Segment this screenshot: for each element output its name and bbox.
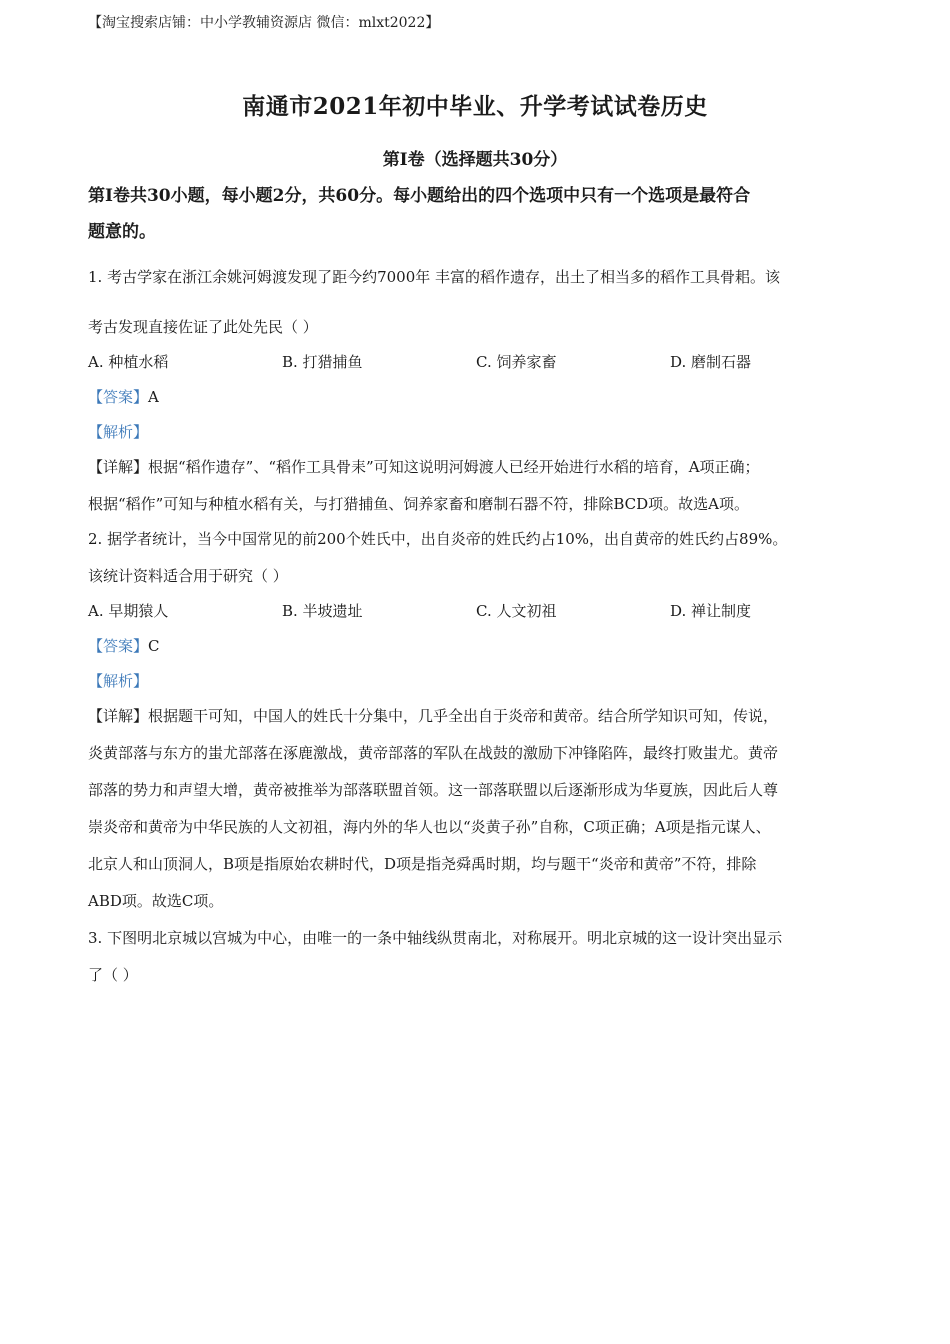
option-d: D. 磨制石器 — [670, 353, 752, 371]
analysis-label: 【解析】 — [88, 423, 149, 441]
question-stem-line: 1. 考古学家在浙江余姚河姆渡发现了距今约7000年 丰富的稻作遗存，出土了相当多的稻作工具骨耜。该 — [88, 268, 781, 286]
detail-line — [88, 705, 778, 726]
detail-label: 【详解】 — [88, 707, 149, 725]
header-note: 【淘宝搜索店铺：中小学教辅资源店 微信：mlxt2022】 — [88, 15, 440, 31]
question-stem-line: 该统计资料适合用于研究（ ） — [88, 567, 288, 585]
detail-line: 北京人和山顶洞人，B项是指原始农耕时代，D项是指尧舜禹时期，均与题干“炎帝和黄帝”不符，排除 — [88, 855, 757, 873]
detail-label: 【详解】 — [88, 458, 149, 476]
instruction-line: 题意的。 — [88, 222, 156, 242]
exam-title: 南通市2021年初中毕业、升学考试试卷历史 — [242, 93, 708, 120]
option-c: C. 人文初祖 — [476, 602, 557, 620]
question-stem-line: 3. 下图明北京城以宫城为中心，由唯一的一条中轴线纵贯南北，对称展开。明北京城的这一设计突出显示 — [88, 929, 783, 947]
question-stem-line: 考古发现直接佐证了此处先民（ ） — [88, 318, 318, 336]
detail-line: 炎黄部落与东方的蚩尤部落在涿鹿激战，黄帝部落的军队在战鼓的激励下冲锋陷阵，最终打败蚩尤。黄帝 — [88, 744, 779, 762]
answer-label: 【答案】 — [88, 637, 149, 655]
answer-value: A — [148, 388, 159, 406]
option-d: D. 禅让制度 — [670, 602, 752, 620]
answer-line — [88, 635, 160, 656]
answer-value: C — [148, 637, 160, 655]
option-b: B. 半坡遗址 — [282, 602, 363, 620]
detail-text: 根据“稻作遗存”、“稻作工具骨耒”可知这说明河姆渡人已经开始进行水稻的培育，A项正确； — [148, 458, 760, 476]
question-stem-line: 了（ ） — [88, 966, 138, 984]
instruction-line: 第Ⅰ卷共30小题，每小题2分，共60分。每小题给出的四个选项中只有一个选项是最符合 — [88, 186, 751, 206]
detail-line: 根据“稻作”可知与种植水稻有关，与打猎捕鱼、饲养家畜和磨制石器不符，排除BCD项。故选A项。 — [88, 495, 749, 513]
detail-text: 根据题干可知，中国人的姓氏十分集中，几乎全出自于炎帝和黄帝。结合所学知识可知，传说， — [148, 707, 779, 725]
detail-line — [88, 456, 760, 477]
detail-line: ABD项。故选C项。 — [88, 892, 224, 910]
question-stem-line: 2. 据学者统计，当今中国常见的前200个姓氏中，出自炎帝的姓氏约占10%，出自黄帝的姓氏约占89%。 — [88, 530, 788, 548]
detail-line: 部落的势力和声望大增，黄帝被推举为部落联盟首领。这一部落联盟以后逐渐形成为华夏族，因此后人尊 — [88, 781, 779, 799]
option-a: A. 种植水稻 — [88, 353, 169, 371]
option-a: A. 早期猿人 — [88, 602, 169, 620]
answer-label: 【答案】 — [88, 388, 149, 406]
option-c: C. 饲养家畜 — [476, 353, 557, 371]
detail-line: 崇炎帝和黄帝为中华民族的人文初祖，海内外的华人也以“炎黄子孙”自称，C项正确；A项是指元谋人、 — [88, 818, 771, 836]
section-title: 第Ⅰ卷（选择题共30分） — [382, 150, 568, 170]
section-instruction — [88, 178, 868, 250]
analysis-label: 【解析】 — [88, 672, 149, 690]
option-b: B. 打猎捕鱼 — [282, 353, 363, 371]
answer-line — [88, 386, 159, 407]
